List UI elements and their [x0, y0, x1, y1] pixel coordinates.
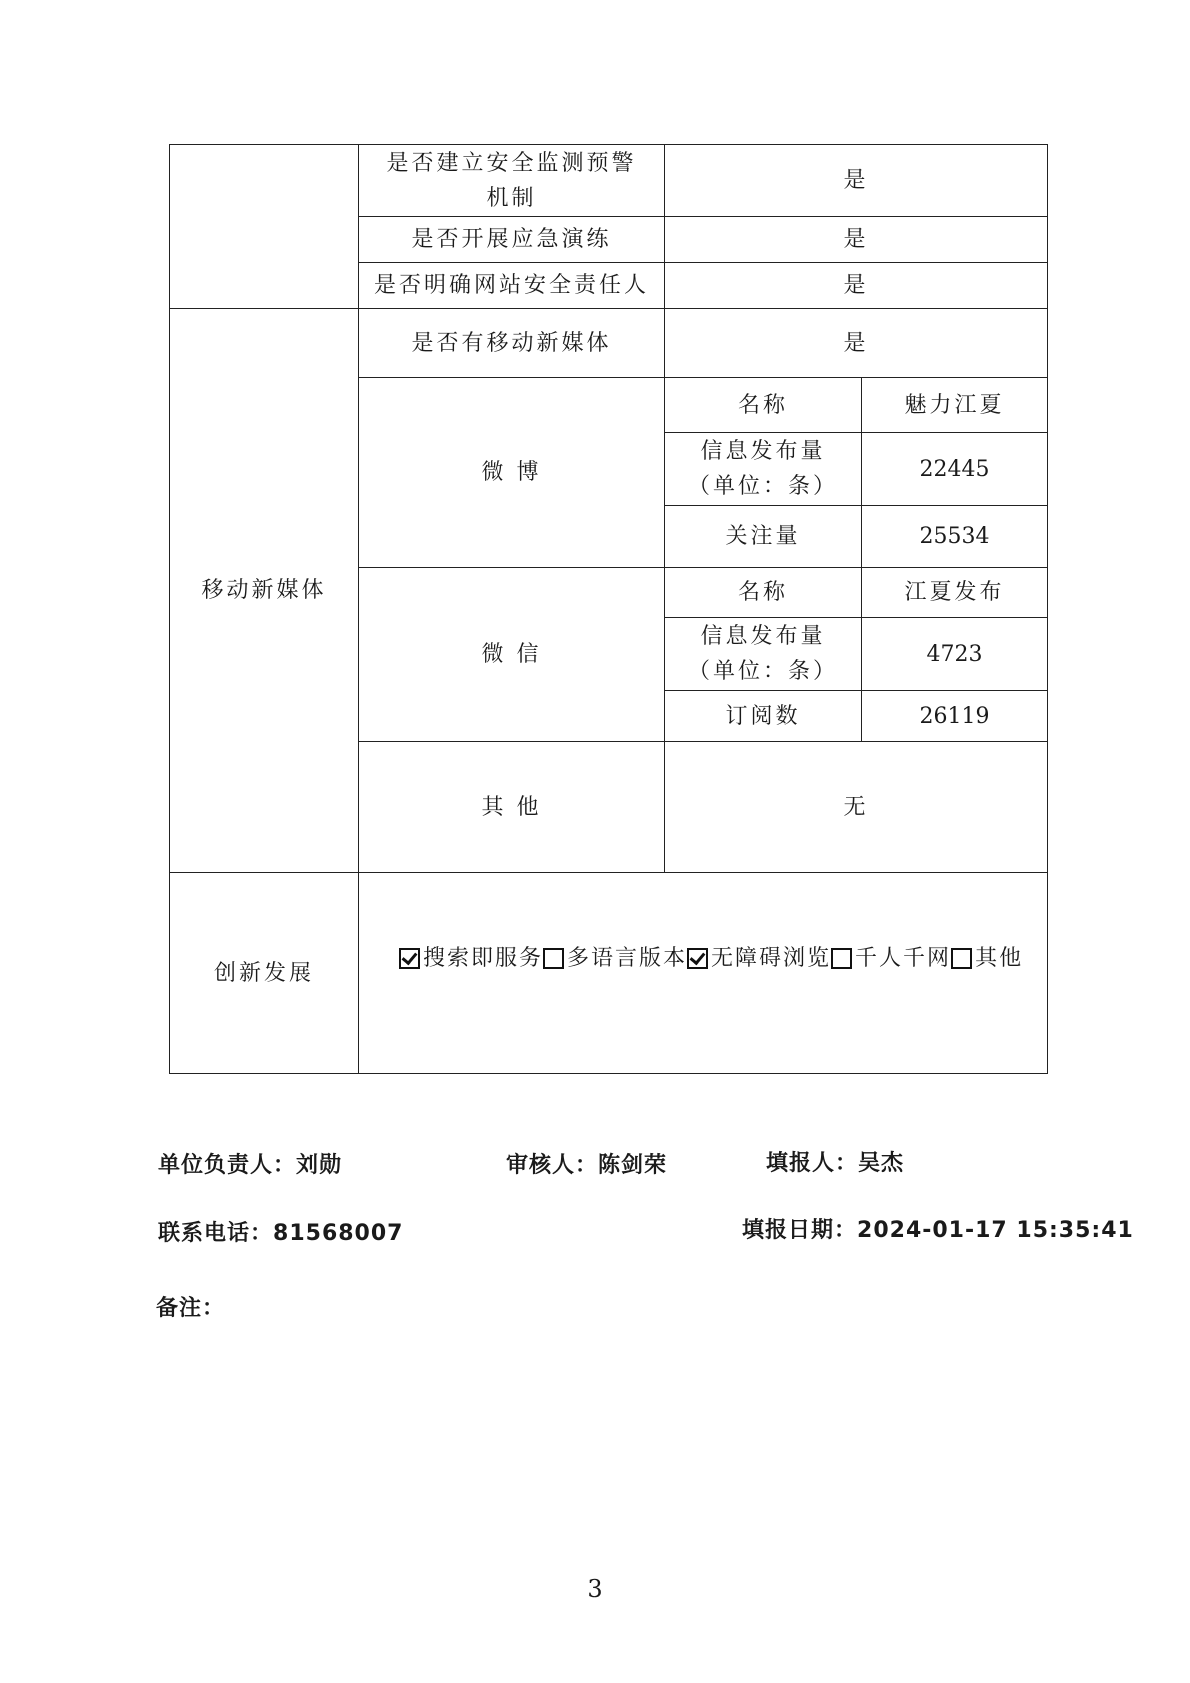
has-new-media-value: 是: [665, 309, 1048, 378]
weibo-follow-label: 关注量: [665, 506, 862, 568]
other-media-value: 无: [665, 742, 1048, 873]
option-label: 多语言版本: [567, 946, 688, 971]
table-row: [170, 145, 1048, 217]
innovation-option-other[interactable]: [951, 941, 1023, 976]
contact-phone-value: 81568007: [273, 1221, 404, 1246]
weibo-name-label: 名称: [665, 378, 862, 433]
contact-phone-label: 联系电话：: [158, 1221, 274, 1246]
option-label: 其他: [975, 946, 1024, 971]
wechat-sub-label: 订阅数: [665, 691, 862, 742]
table-row: [170, 309, 1048, 378]
reviewer: [506, 1148, 667, 1179]
option-label: 无障碍浏览: [711, 946, 832, 971]
innovation-option-search-service[interactable]: [399, 941, 543, 976]
wechat-name-label: 名称: [665, 568, 862, 618]
checkbox-unchecked-icon[interactable]: [831, 948, 852, 969]
option-label: 搜索即服务: [423, 946, 544, 971]
fill-date-value: 2024-01-17 15:35:41: [857, 1218, 1134, 1243]
new-media-section-label: 移动新媒体: [170, 309, 359, 873]
remark: [156, 1291, 225, 1322]
contact-phone: [158, 1216, 403, 1247]
wechat-count-label-cell: [665, 618, 862, 691]
unit-responsible: [158, 1148, 342, 1179]
innovation-option-personalized[interactable]: [831, 941, 951, 976]
drill-value: 是: [665, 217, 1048, 263]
wechat-sub-value: 26119: [862, 691, 1048, 742]
weibo-count-label-cell: [665, 433, 862, 506]
drill-label: 是否开展应急演练: [359, 217, 665, 263]
wechat-count-label-line2: （单位：条）: [687, 659, 838, 684]
unit-responsible-name: 刘勋: [296, 1153, 343, 1178]
reviewer-label: 审核人：: [506, 1153, 599, 1178]
unit-responsible-label: 单位负责人：: [158, 1153, 297, 1178]
checkbox-unchecked-icon[interactable]: [543, 948, 564, 969]
wechat-name-value: 江夏发布: [862, 568, 1048, 618]
responsible-person-label: 是否明确网站安全责任人: [359, 263, 665, 309]
filler: [766, 1146, 904, 1177]
wechat-count-label-line1: 信息发布量: [700, 624, 826, 649]
checkbox-unchecked-icon[interactable]: [951, 948, 972, 969]
weibo-count-label-line2: （单位：条）: [687, 474, 838, 499]
responsible-person-value: 是: [665, 263, 1048, 309]
wechat-count-value: 4723: [862, 618, 1048, 691]
weibo-count-value: 22445: [862, 433, 1048, 506]
innovation-option-multilingual[interactable]: [543, 941, 687, 976]
other-media-label: 其 他: [359, 742, 665, 873]
checkbox-checked-icon[interactable]: [399, 948, 420, 969]
innovation-options: [359, 873, 1048, 1074]
innovation-section-label: 创新发展: [170, 873, 359, 1074]
monitoring-label-cell: [359, 145, 665, 217]
report-table: [169, 144, 1048, 1074]
fill-date: [742, 1213, 1134, 1244]
monitoring-value: 是: [665, 145, 1048, 217]
security-section-cell: [170, 145, 359, 309]
filler-name: 吴杰: [858, 1151, 905, 1176]
weibo-count-label-line1: 信息发布量: [700, 439, 826, 464]
innovation-option-accessibility[interactable]: [687, 941, 831, 976]
weibo-label: 微 博: [359, 378, 665, 568]
weibo-follow-value: 25534: [862, 506, 1048, 568]
reviewer-name: 陈剑荣: [598, 1153, 668, 1178]
wechat-label: 微 信: [359, 568, 665, 742]
monitoring-label-line2: 机制: [486, 185, 537, 211]
weibo-name-value: 魅力江夏: [862, 378, 1048, 433]
page-number: 3: [587, 1575, 603, 1603]
fill-date-label: 填报日期：: [742, 1218, 858, 1243]
has-new-media-label: 是否有移动新媒体: [359, 309, 665, 378]
option-label: 千人千网: [855, 946, 952, 971]
remark-label: 备注：: [156, 1296, 226, 1321]
table-row: [170, 873, 1048, 1074]
filler-label: 填报人：: [766, 1151, 859, 1176]
checkbox-checked-icon[interactable]: [687, 948, 708, 969]
monitoring-label-line1: 是否建立安全监测预警: [386, 150, 637, 176]
